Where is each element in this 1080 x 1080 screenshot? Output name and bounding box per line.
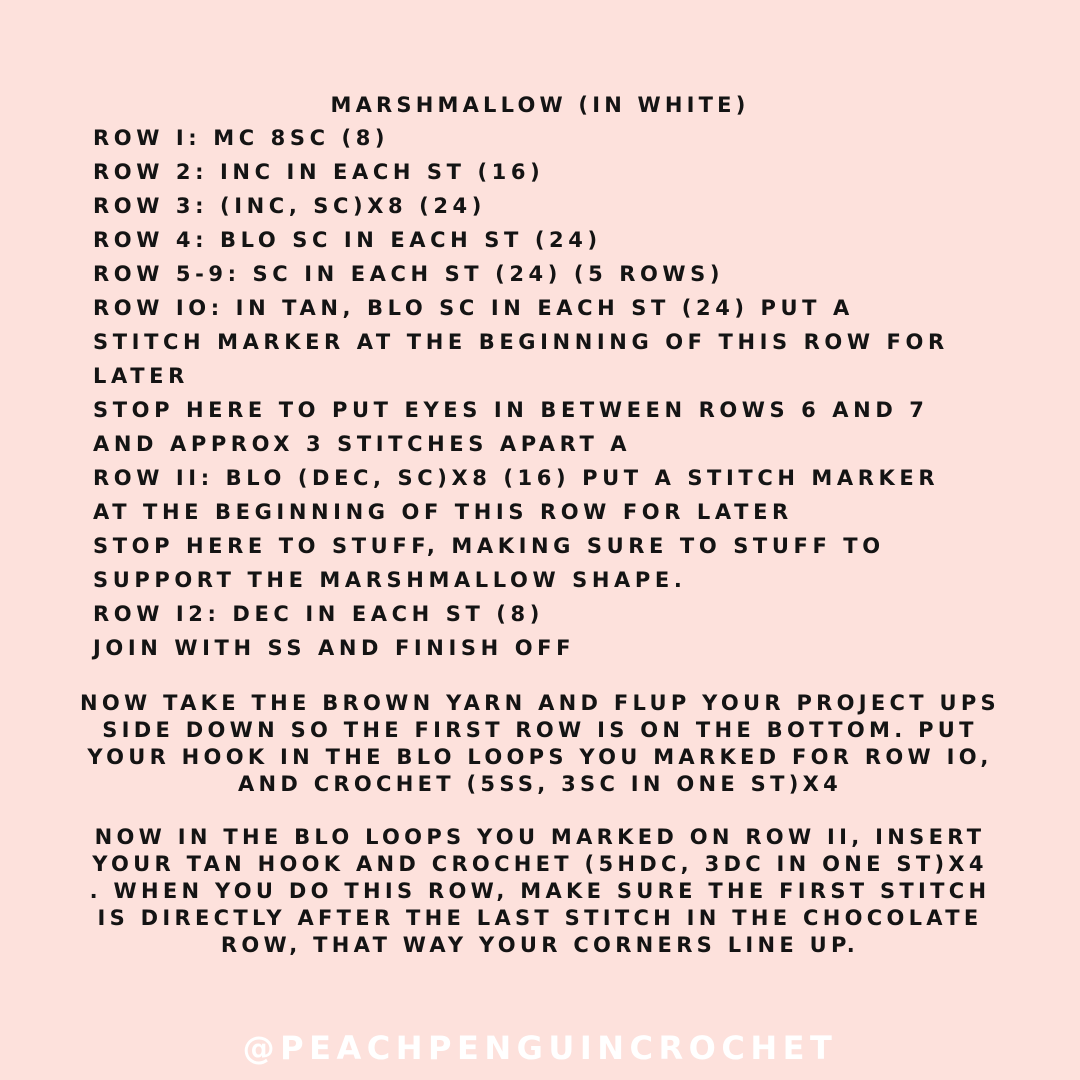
step-line: ROW II: BLO (DEC, SC)X8 (16) PUT A STITCH MARKER	[93, 466, 940, 490]
step-line: ROW 5-9: SC IN EACH ST (24) (5 ROWS)	[93, 262, 725, 286]
paragraph-line: SIDE DOWN SO THE FIRST ROW IS ON THE BOTTOM. PUT	[102, 718, 978, 742]
step-line: SUPPORT THE MARSHMALLOW SHAPE.	[93, 568, 687, 592]
paragraph-line: YOUR TAN HOOK AND CROCHET (5HDC, 3DC IN ONE ST)X4	[92, 852, 988, 876]
step-line: ROW IO: IN TAN, BLO SC IN EACH ST (24) PUT A	[93, 296, 854, 320]
paragraph-line: NOW IN THE BLO LOOPS YOU MARKED ON ROW II, INSERT	[94, 825, 986, 849]
step-line: ROW I2: DEC IN EACH ST (8)	[93, 602, 544, 626]
step-line: AT THE BEGINNING OF THIS ROW FOR LATER	[93, 500, 793, 524]
paragraph-line: NOW TAKE THE BROWN YARN AND FLUP YOUR PROJECT UPS	[80, 691, 1000, 715]
paragraph-line: IS DIRECTLY AFTER THE LAST STITCH IN THE CHOCOLATE	[97, 906, 983, 930]
step-line: STOP HERE TO PUT EYES IN BETWEEN ROWS 6 AND 7	[93, 398, 929, 422]
pattern-steps	[93, 121, 1013, 665]
step-line: STITCH MARKER AT THE BEGINNING OF THIS ROW FOR	[93, 330, 949, 354]
step-line: ROW 3: (INC, SC)X8 (24)	[93, 194, 486, 218]
step-line: ROW 4: BLO SC IN EACH ST (24)	[93, 228, 602, 252]
pattern-title: MARSHMALLOW (IN WHITE)	[330, 93, 750, 117]
instructions-tan-hook	[0, 824, 1080, 959]
step-line: LATER	[93, 364, 189, 388]
paragraph-line: . WHEN YOU DO THIS ROW, MAKE SURE THE FIRST STITCH	[89, 879, 991, 903]
step-line: ROW 2: INC IN EACH ST (16)	[93, 160, 545, 184]
step-line: JOIN WITH SS AND FINISH OFF	[93, 636, 576, 660]
step-line: AND APPROX 3 STITCHES APART A	[93, 432, 632, 456]
step-line: ROW I: MC 8SC (8)	[93, 126, 390, 150]
paragraph-line: ROW, THAT WAY YOUR CORNERS LINE UP.	[220, 933, 860, 957]
paragraph-line: AND CROCHET (5SS, 3SC IN ONE ST)X4	[237, 772, 843, 796]
paragraph-line: YOUR HOOK IN THE BLO LOOPS YOU MARKED FOR ROW IO,	[87, 745, 993, 769]
step-line: STOP HERE TO STUFF, MAKING SURE TO STUFF TO	[93, 534, 885, 558]
instructions-brown-yarn	[0, 690, 1080, 798]
social-handle: @PEACHPENGUINCROCHET	[242, 1029, 838, 1067]
